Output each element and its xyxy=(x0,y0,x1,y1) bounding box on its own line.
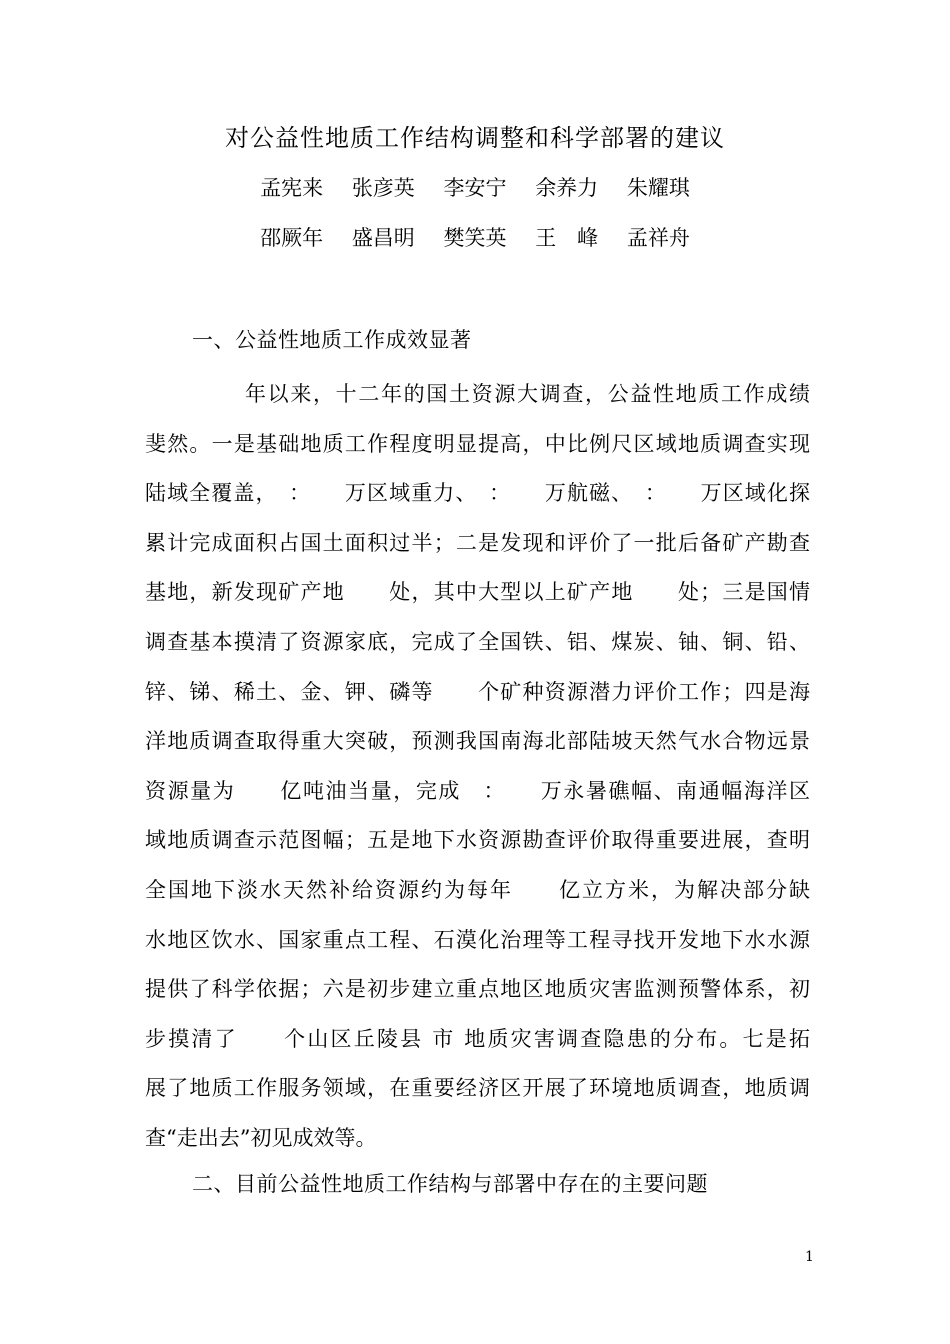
paragraph-line: 提供了科学依据；六是初步建立重点地区地质灾害监测预警体系，初 xyxy=(145,977,810,1002)
paragraph-line: 累计完成面积占国土面积过半；二是发现和评价了一批后备矿产勘查 xyxy=(145,530,810,555)
author-name: 余养力 xyxy=(535,176,599,200)
document-title: 对公益性地质工作结构调整和科学部署的建议 xyxy=(225,124,725,152)
paragraph-line: 斐然。一是基础地质工作程度明显提高，中比例尺区域地质调查实现 xyxy=(145,431,810,456)
paragraph-line: 资源量为 亿吨油当量，完成 ： 万永暑礁幅、南通幅海洋区 xyxy=(145,778,810,803)
paragraph-line: 水地区饮水、国家重点工程、石漠化治理等工程寻找开发地下水水源 xyxy=(145,927,810,952)
author-list-row-1 xyxy=(0,172,950,202)
paragraph-line: 洋地质调查取得重大突破，预测我国南海北部陆坡天然气水合物远景 xyxy=(145,729,810,754)
page-number: 1 xyxy=(805,1249,814,1265)
author-name: 李安宁 xyxy=(443,176,507,200)
paragraph-line: 查“走出去”初见成效等。 xyxy=(145,1125,377,1150)
section-1-paragraph xyxy=(145,370,810,1164)
paragraph-line: 全国地下淡水天然补给资源约为每年 亿立方米，为解决部分缺 xyxy=(145,877,810,902)
author-list-row-2 xyxy=(0,222,950,252)
paragraph-line: 基地，新发现矿产地 处，其中大型以上矿产地 处；三是国情 xyxy=(145,580,810,605)
paragraph-line: 域地质调查示范图幅；五是地下水资源勘查评价取得重要进展，查明 xyxy=(145,828,810,853)
paragraph-line: 步摸清了 个山区丘陵县 市 地质灾害调查隐患的分布。七是拓 xyxy=(145,1026,810,1051)
paragraph-line: 调查基本摸清了资源家底，完成了全国铁、铝、煤炭、铀、铜、铅、 xyxy=(145,629,810,654)
section-heading-1: 一、公益性地质工作成效显著 xyxy=(192,328,472,352)
author-name: 朱耀琪 xyxy=(626,176,690,200)
paragraph-line: 展了地质工作服务领域，在重要经济区开展了环境地质调查，地质调 xyxy=(145,1076,810,1101)
author-name: 樊笑英 xyxy=(443,226,507,250)
author-name: 盛昌明 xyxy=(351,226,415,250)
author-name: 王 峰 xyxy=(535,226,599,250)
paragraph-line: 陆域全覆盖， ： 万区域重力、 ： 万航磁、 ： 万区域化探 xyxy=(145,481,810,506)
author-name: 邵厥年 xyxy=(260,226,324,250)
author-name: 孟宪来 xyxy=(260,176,324,200)
author-name: 孟祥舟 xyxy=(626,226,690,250)
paragraph-line: 锌、锑、稀土、金、钾、磷等 个矿种资源潜力评价工作；四是海 xyxy=(145,679,810,704)
section-heading-2: 二、目前公益性地质工作结构与部署中存在的主要问题 xyxy=(192,1172,708,1196)
paragraph-line: 年以来，十二年的国土资源大调查，公益性地质工作成绩 xyxy=(245,382,810,406)
author-name: 张彦英 xyxy=(351,176,415,200)
